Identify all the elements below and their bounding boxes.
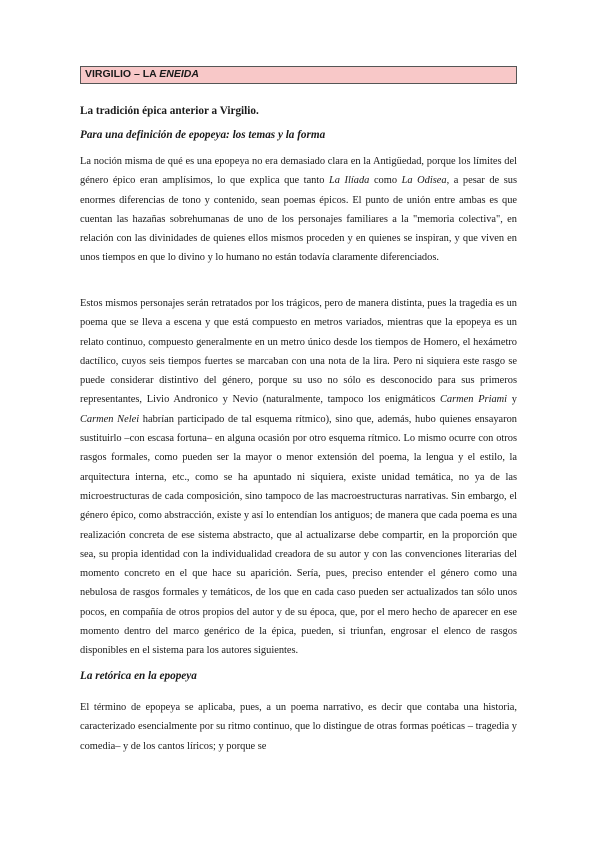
paragraph-1: La noción misma de qué es una epopeya no era demasiado clara en la Antigüedad, porque los límites del género épico eran amplísimos, lo que explica que tanto La Ilíada como La Odisea, a pesar de sus enormes diferencias de tono y contenido, sean poemas épicos. El punto de unión entre ambas es que cuentan las hazañas sobrehumanas de uno de los personajes familiares a la "memoria colectiva", en relación con las divinidades de quienes ellos mismos proceden y en quienes se inspiran, y que viven en unos tiempos en que lo divino y lo humano no están todavía claramente diferenciados. <box>80 156 518 264</box>
document-title: VIRGILIO – LA ENEIDA <box>85 68 199 80</box>
paragraph-2: Estos mismos personajes serán retratados por los trágicos, pero de manera distinta, pues la tragedia es un poema que se lleva a escena y que está compuesto en metros variados, mientras que la epopeya es un relato continuo, compuesto generalmente en un metro único desde los tiempos de Homero, el hexámetro dactílico, cuyos seis tiempos fuertes se marcaban con una nota de la lira. Pero ni siquiera este rasgo se puede considerar distintivo del género, porque su uso no sólo es desconocido para sus primeros representantes, Livio Andronico y Nevio (naturalmente, tampoco los enigmáticos Carmen Priami y Carmen Nelei habrían participado de tal esquema rítmico), sino que, además, hubo quienes ensayaron sustituirlo –con escasa fortuna– en alguna ocasión por otro esquema rítmico. Lo mismo ocurre con otros rasgos formales, como pueden ser la mayor o menor extensión del poema, la lengua y el estilo, la arquitectura interna, etc., como se ha apuntado ni siquiera, existe unidad temática, no ya de las microestructuras de cada composición, sino tampoco de las macroestructuras narrativas. Sin embargo, el género épico, como abstracción, existe y así lo entendían los antiguos; de manera que cada poema es una realización concreta de ese sistema abstracto, que al actualizarse debe compartir, en la proporción que sea, su propia identidad con la individualidad creadora de su autor y con las convenciones literarias del momento concreto en el que hace su aparición. Sería, pues, preciso entender el género como una nebulosa de rasgos formales y temáticos, de los que en cada caso pueden ser actualizados tan sólo unos pocos, en compañía de otros propios del autor y de su época, que, por el mero hecho de aparecer en ese momento dentro del marco genérico de la épica, pueden, si triunfan, engrosar el elenco de rasgos disponibles en el sistema para los autores siguientes. <box>80 298 517 657</box>
subsection-heading-definition: Para una definición de epopeya: los temas y la forma <box>80 129 326 141</box>
title-banner <box>80 66 517 84</box>
subsection-heading-rhetoric: La retórica en la epopeya <box>80 670 197 682</box>
paragraph-3: El término de epopeya se aplicaba, pues, a un poema narrativo, es decir que contaba una historia, caracterizado esencialmente por su ritmo continuo, que lo distingue de otras formas poéticas – tragedia y comedia– y de los cantos líricos; y porque se <box>80 702 517 752</box>
section-heading: La tradición épica anterior a Virgilio. <box>80 105 259 117</box>
